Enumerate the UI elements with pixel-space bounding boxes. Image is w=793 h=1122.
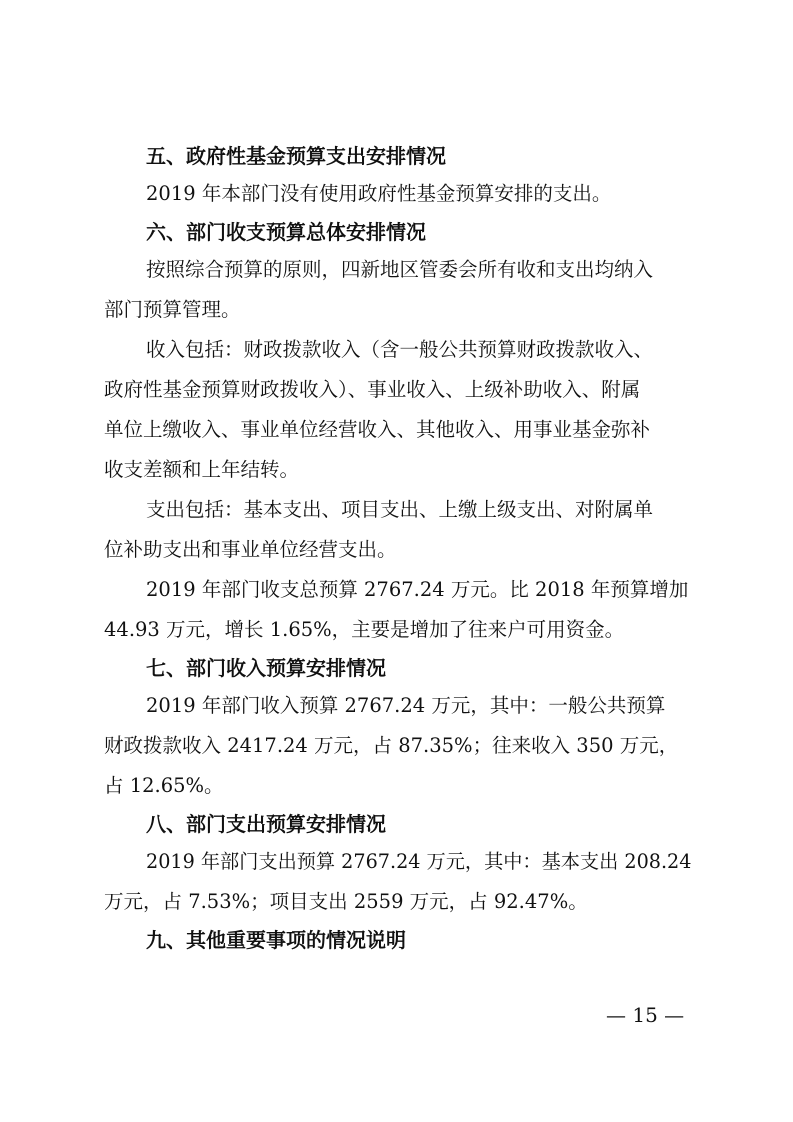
paragraph-line: 单位上缴收入、事业单位经营收入、其他收入、用事业基金弥补 [104, 418, 651, 441]
paragraph [104, 250, 692, 330]
page-number: — 15 — [606, 1003, 685, 1027]
section-heading: 六、部门收支预算总体安排情况 [146, 220, 426, 244]
paragraph [104, 174, 692, 214]
paragraph-line: 收入包括：财政拨款收入（含一般公共预算财政拨款收入、 [146, 338, 654, 361]
paragraph-line: 财政拨款收入 2417.24 万元，占 87.35%；往来收入 350 万元， [104, 734, 679, 757]
paragraph-line: 2019 年部门支出预算 2767.24 万元，其中：基本支出 208.24 [146, 850, 692, 873]
paragraph-line: 44.93 万元，增长 1.65%，主要是增加了往来户可用资金。 [104, 618, 625, 641]
paragraph-line: 支出包括：基本支出、项目支出、上缴上级支出、对附属单 [146, 498, 654, 521]
section-heading: 八、部门支出预算安排情况 [146, 812, 386, 836]
paragraph-line: 2019 年部门收入预算 2767.24 万元，其中：一般公共预算 [146, 694, 666, 717]
paragraph-line: 2019 年部门收支总预算 2767.24 万元。比 2018 年预算增加 [146, 578, 689, 601]
paragraph-line: 部门预算管理。 [104, 298, 241, 321]
paragraph [104, 686, 692, 806]
paragraph [104, 490, 692, 570]
paragraph-line: 按照综合预算的原则，四新地区管委会所有收和支出均纳入 [146, 258, 654, 281]
paragraph-line: 收支差额和上年结转。 [104, 458, 300, 481]
paragraph-line: 位补助支出和事业单位经营支出。 [104, 538, 397, 561]
paragraph-line: 2019 年本部门没有使用政府性基金预算安排的支出。 [146, 182, 612, 205]
document-body [104, 138, 692, 958]
section-heading: 七、部门收入预算安排情况 [146, 656, 386, 680]
paragraph [104, 330, 692, 490]
paragraph-line: 万元，占 7.53%；项目支出 2559 万元，占 92.47%。 [104, 890, 588, 913]
section-heading: 九、其他重要事项的情况说明 [146, 928, 406, 952]
paragraph-line: 占 12.65%。 [104, 774, 224, 797]
section-heading: 五、政府性基金预算支出安排情况 [146, 144, 446, 168]
paragraph [104, 842, 692, 922]
paragraph-line: 政府性基金预算财政拨收入）、事业收入、上级补助收入、附属 [104, 378, 641, 401]
paragraph [104, 570, 692, 650]
